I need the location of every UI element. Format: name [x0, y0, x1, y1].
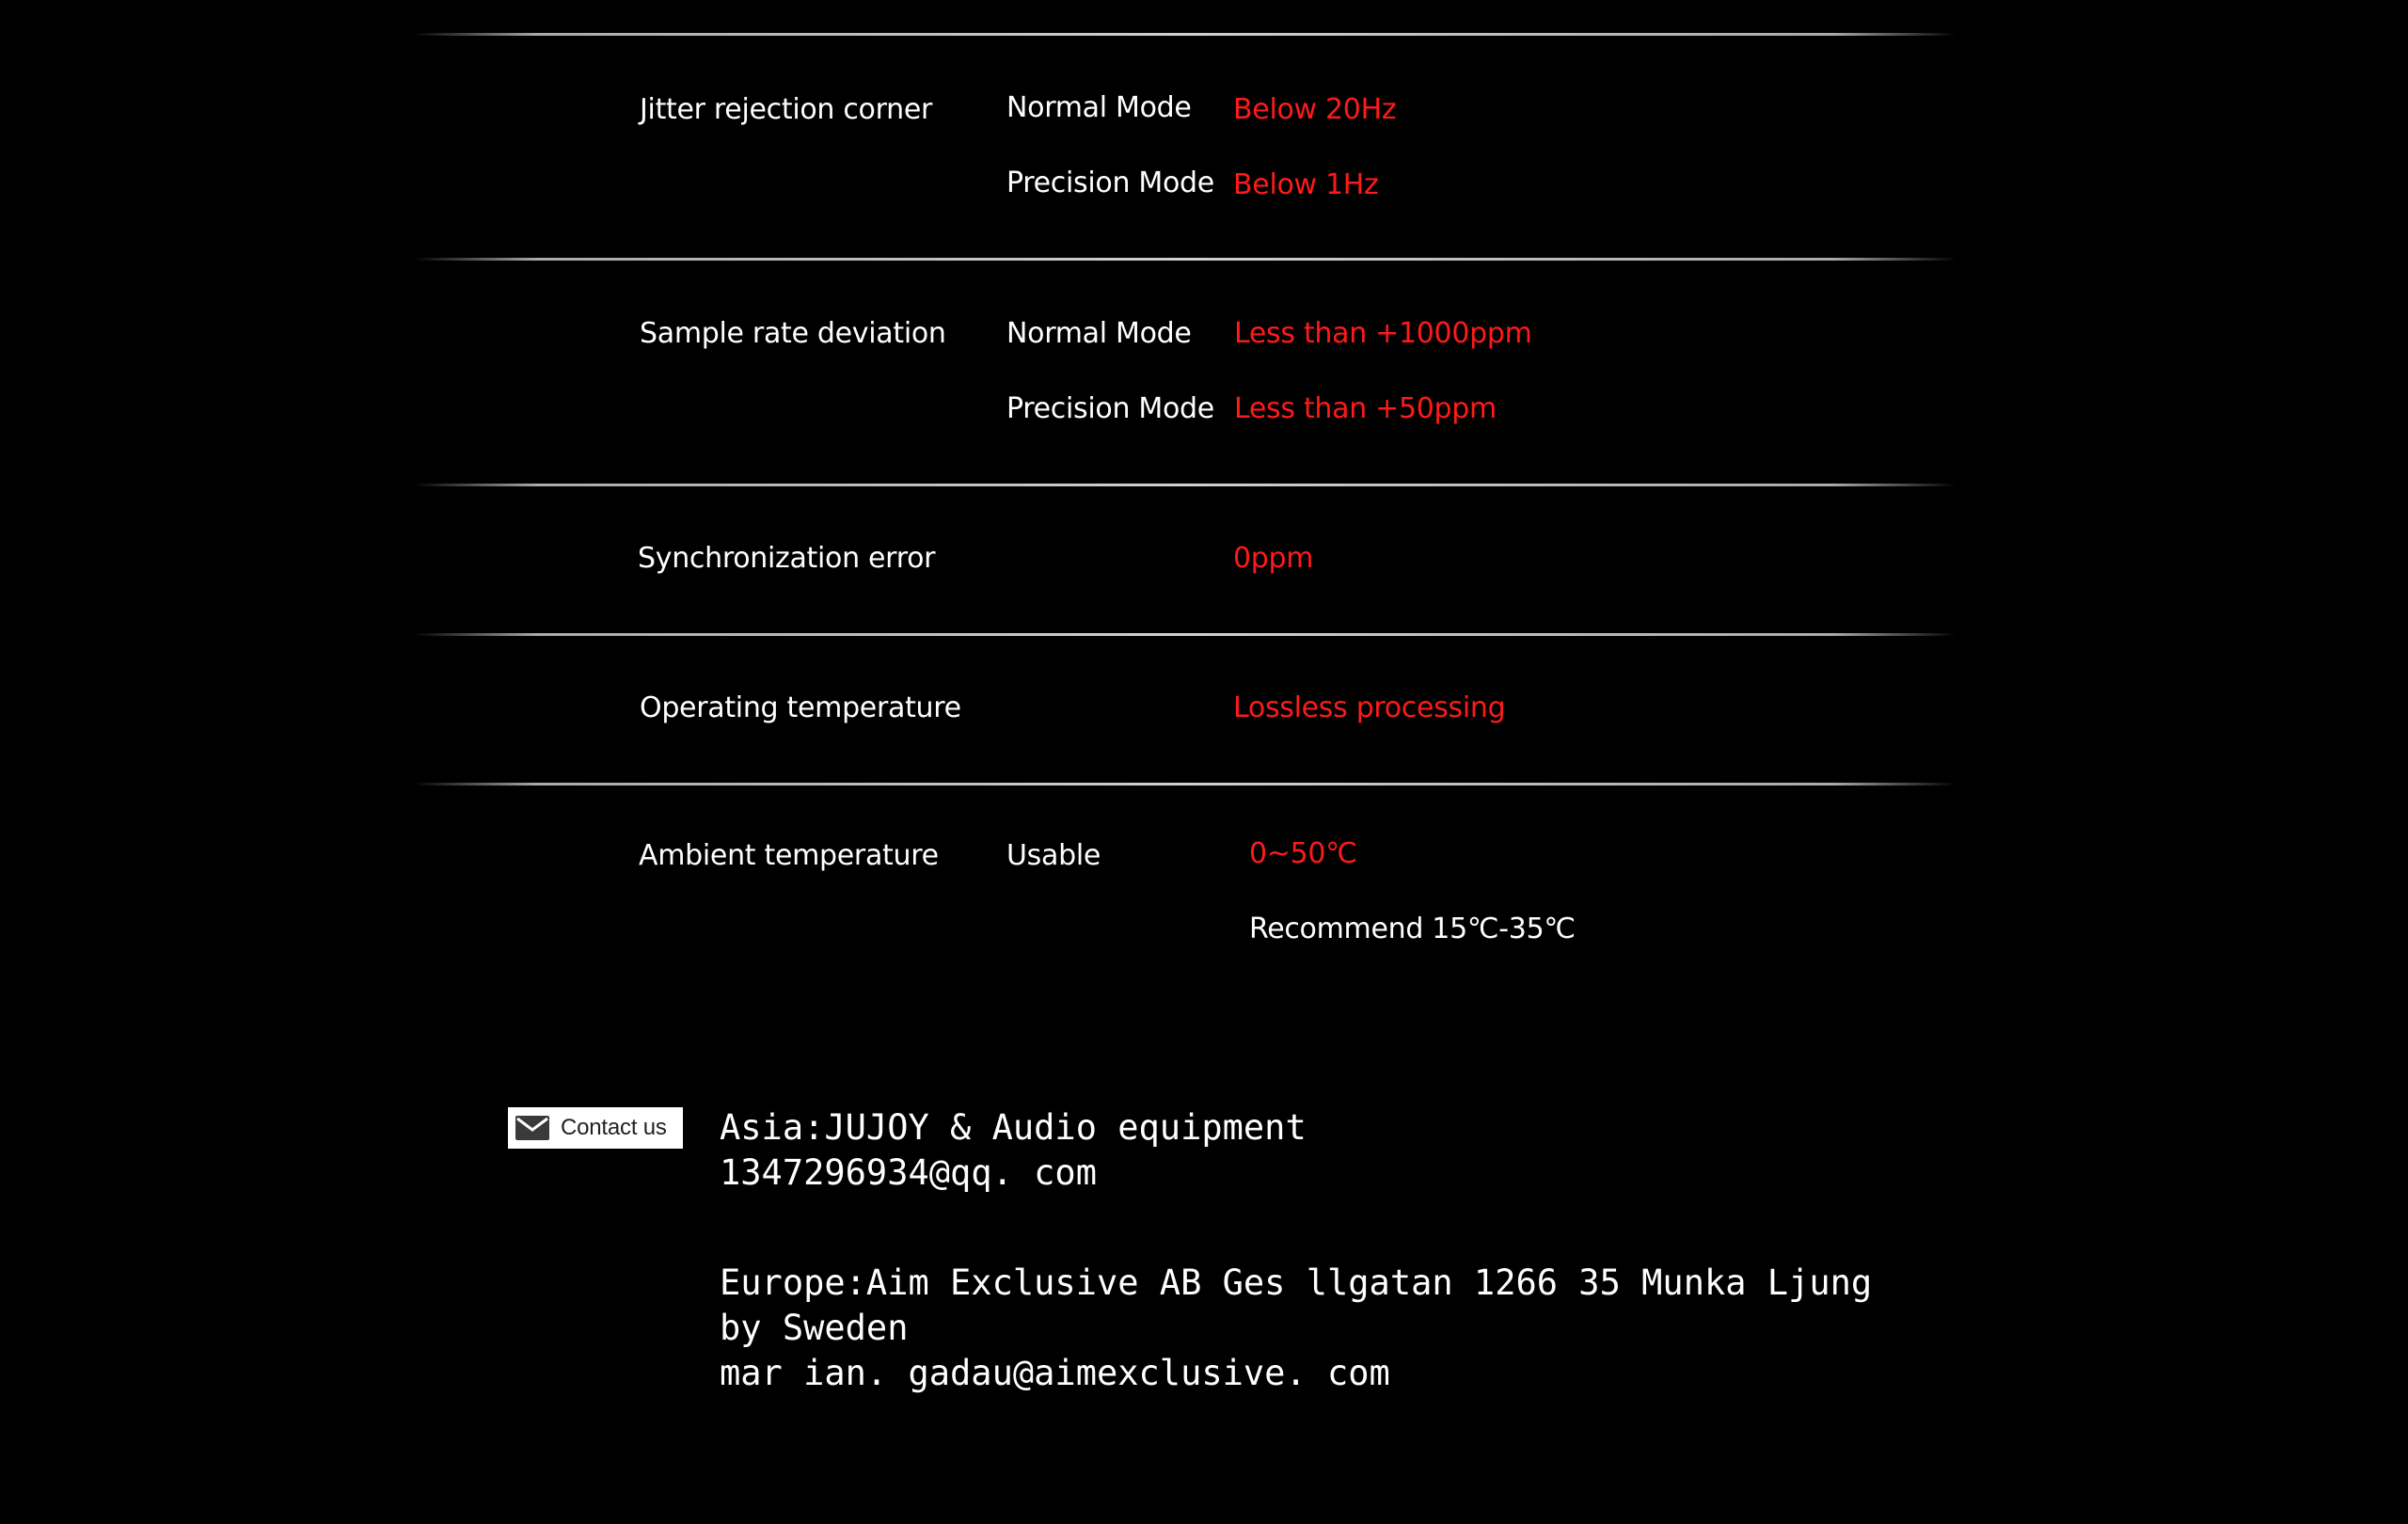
mail-icon — [515, 1116, 549, 1140]
spec-value: 0ppm — [1233, 542, 1314, 575]
spec-label-operating-temp: Operating temperature — [640, 691, 961, 724]
spec-mode: Precision Mode — [1006, 392, 1214, 425]
spec-note: Recommend 15℃-35℃ — [1249, 913, 1576, 945]
contact-us-button[interactable] — [508, 1107, 683, 1149]
europe-contact-address: Europe:Aim Exclusive AB Ges llgatan 1266 35 Munka Ljung — [720, 1262, 1873, 1303]
spec-mode: Usable — [1006, 839, 1101, 872]
spec-label-jitter: Jitter rejection corner — [640, 93, 933, 126]
spec-label-sample-rate: Sample rate deviation — [640, 317, 946, 350]
spec-value: Lossless processing — [1233, 691, 1506, 724]
spec-value: 0~50℃ — [1249, 837, 1357, 870]
spec-divider — [414, 33, 1956, 36]
spec-divider — [414, 633, 1956, 636]
spec-mode: Normal Mode — [1006, 91, 1192, 124]
spec-label-ambient-temp: Ambient temperature — [639, 839, 939, 872]
europe-contact-email: mar ian. gadau@aimexclusive. com — [720, 1353, 1390, 1393]
asia-contact-email: 1347296934@qq. com — [720, 1152, 1097, 1193]
spec-mode: Precision Mode — [1006, 167, 1214, 199]
spec-divider — [414, 783, 1956, 786]
spec-value: Below 1Hz — [1233, 168, 1379, 201]
asia-contact-name: Asia:JUJOY & Audio equipment — [720, 1107, 1307, 1148]
contact-us-label: Contact us — [561, 1115, 667, 1140]
spec-value: Less than +1000ppm — [1234, 317, 1532, 350]
europe-contact-country: by Sweden — [720, 1308, 909, 1348]
spec-value: Below 20Hz — [1233, 93, 1397, 126]
spec-value: Less than +50ppm — [1234, 392, 1497, 425]
spec-divider — [414, 484, 1956, 486]
spec-label-sync-error: Synchronization error — [638, 542, 936, 575]
spec-divider — [414, 258, 1956, 261]
spec-mode: Normal Mode — [1006, 317, 1192, 350]
